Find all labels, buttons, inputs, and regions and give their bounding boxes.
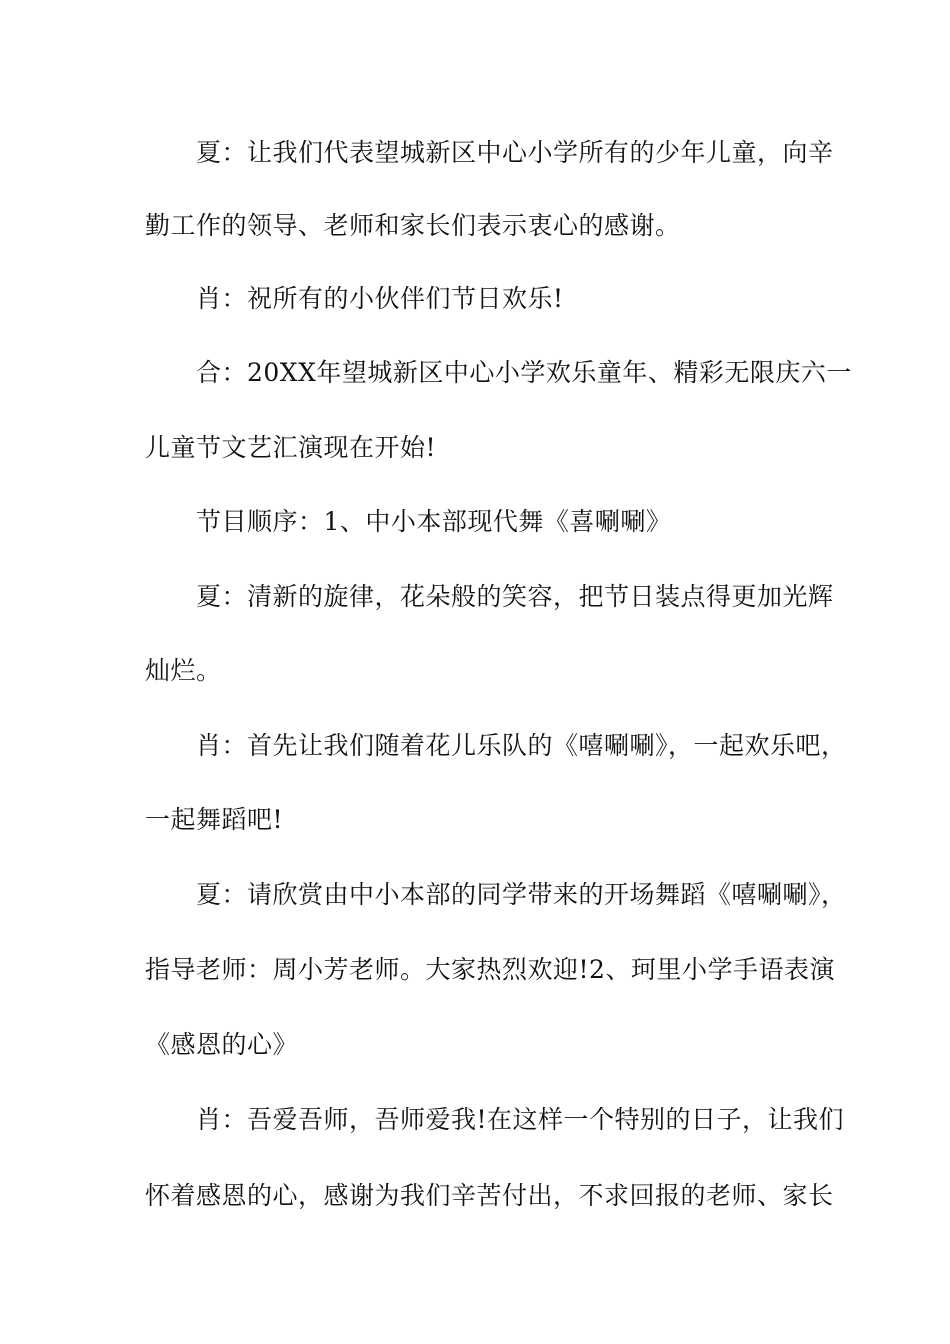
text-line: 肖：吾爱吾师，吾师爱我!在这样一个特别的日子，让我们 [145,1105,845,1134]
text-line: 夏：请欣赏由中小本部的同学带来的开场舞蹈《嘻唰唰》， [145,880,847,909]
text-line: 夏：让我们代表望城新区中心小学所有的少年儿童，向辛 [145,138,834,167]
text-line: 灿烂。 [145,656,222,685]
text-line: 肖：祝所有的小伙伴们节日欢乐! [145,284,564,313]
text-line: 肖：首先让我们随着花儿乐队的《嘻唰唰》，一起欢乐吧， [145,731,847,760]
text-line: 节目顺序：1、中小本部现代舞《喜唰唰》 [145,507,672,536]
text-line: 夏：清新的旋律，花朵般的笑容，把节日装点得更加光辉 [145,582,834,611]
text-line: 合：20XX年望城新区中心小学欢乐童年、精彩无限庆六一 [145,358,852,387]
text-line: 勤工作的领导、老师和家长们表示衷心的感谢。 [145,211,681,240]
text-line: 《感恩的心》 [145,1030,299,1059]
text-line: 一起舞蹈吧! [145,805,284,834]
text-line: 儿童节文艺汇演现在开始! [145,433,437,462]
text-line: 怀着感恩的心，感谢为我们辛苦付出，不求回报的老师、家长 [145,1181,834,1210]
text-line: 指导老师：周小芳老师。大家热烈欢迎!2、珂里小学手语表演 [145,955,835,984]
